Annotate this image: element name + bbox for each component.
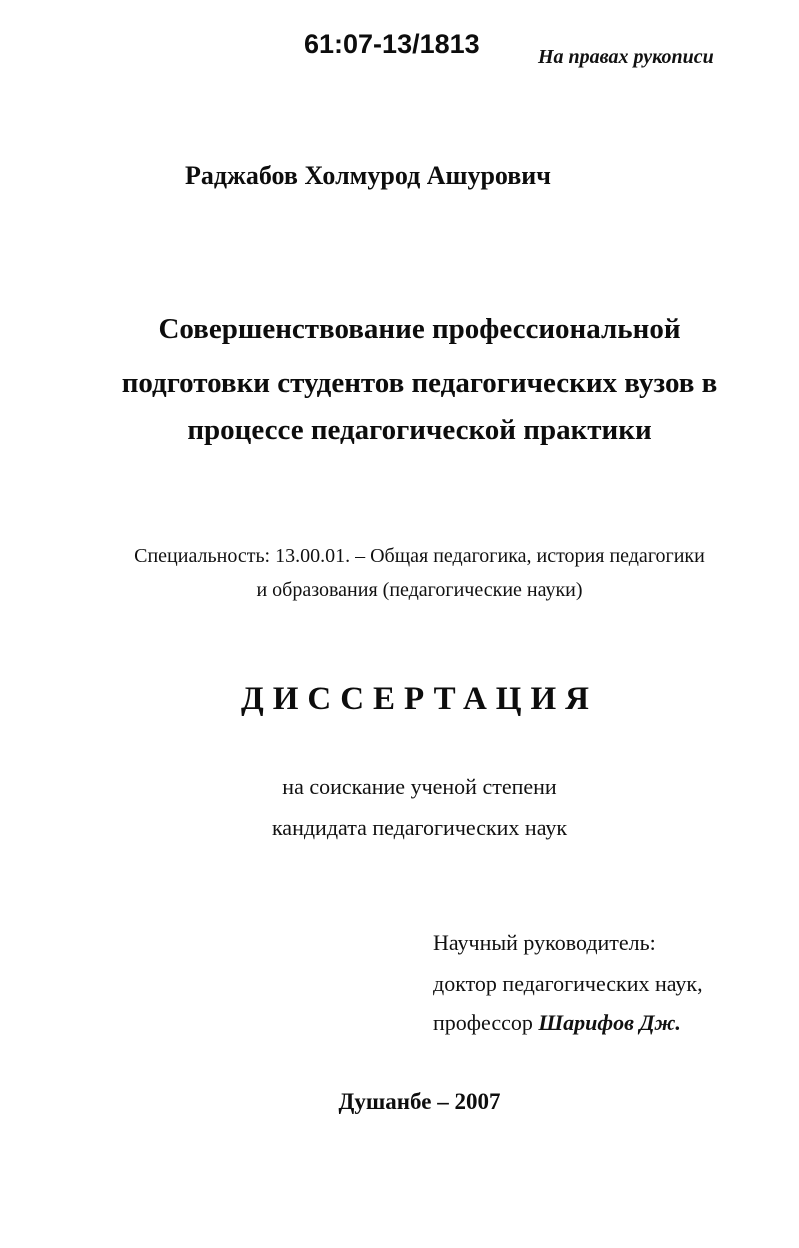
specialty-line-2: и образования (педагогические науки) [256,579,583,601]
supervisor-line [433,1010,681,1036]
author-name: Раджабов Холмурод Ашурович [185,161,551,190]
degree-line-2: кандидата педагогических наук [271,815,568,840]
rights-note: На правах рукописи [538,46,714,68]
supervisor-label: Научный руководитель: [433,930,656,955]
specialty-line-1: Специальность: 13.00.01. – Общая педагогика, история педагогики [134,545,705,567]
supervisor-title-prefix: профессор [433,1010,539,1035]
city-year: Душанбе – 2007 [338,1089,501,1114]
thesis-title-line-1: Совершенствование профессиональной [158,313,681,345]
thesis-title-line-2: подготовки студентов педагогических вузов в [121,367,718,399]
supervisor-name: Шарифов Дж. [538,1010,681,1035]
degree-line-1: на соискание ученой степени [282,774,557,799]
document-type-heading: ДИССЕРТАЦИЯ [241,681,598,717]
supervisor-degree: доктор педагогических наук, [433,971,703,996]
library-stamp-code: 61:07-13/1813 [304,29,480,59]
thesis-title-line-3: процессе педагогической практики [187,414,652,446]
